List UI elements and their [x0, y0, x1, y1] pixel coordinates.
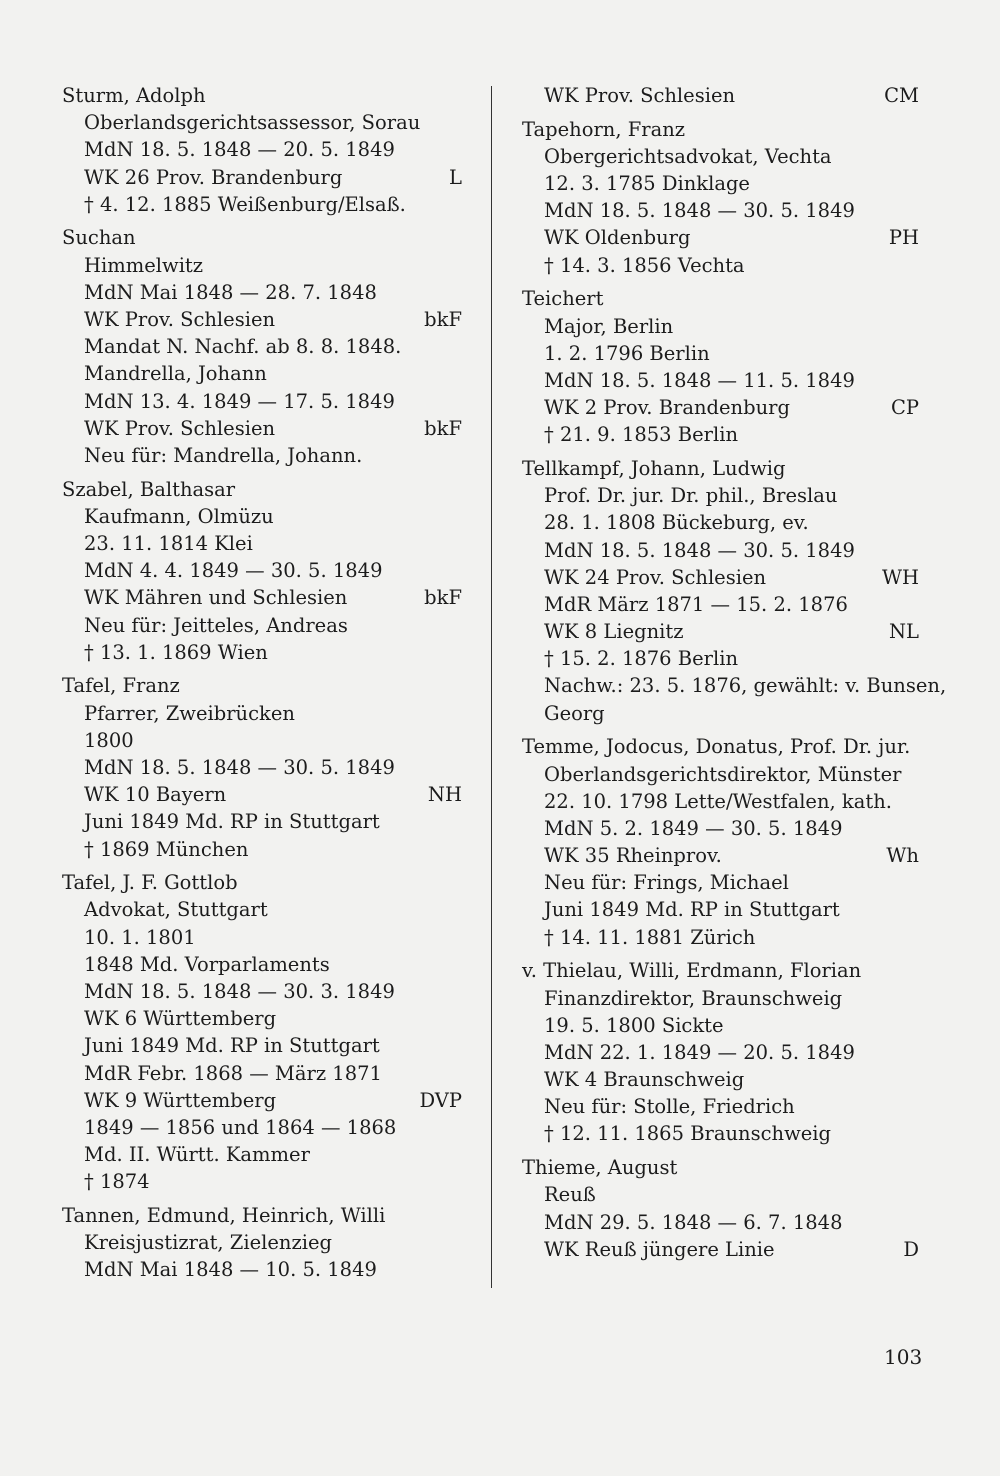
entry-detail-text: 10. 1. 1801: [84, 925, 196, 949]
entry-detail-text: MdN 18. 5. 1848 — 30. 5. 1849: [544, 538, 855, 562]
entry-detail-text: † 4. 12. 1885 Weißenburg/Elsaß.: [84, 192, 406, 216]
entry-detail-line: [522, 313, 919, 340]
entry-detail-line: [62, 1060, 462, 1087]
entry-detail-line: [62, 924, 462, 951]
entry-detail-text: 19. 5. 1800 Sickte: [544, 1013, 724, 1037]
entry-detail-text: Juni 1849 Md. RP in Stuttgart: [84, 1034, 380, 1058]
register-entry: [62, 1202, 462, 1284]
entry-detail-line: [62, 1005, 462, 1032]
entry-detail-line: [62, 279, 462, 306]
entry-detail-text: WK 35 Rheinprov.: [544, 844, 722, 868]
party-abbreviation: bkF: [424, 308, 462, 331]
register-entry: [522, 1154, 919, 1263]
entry-detail-text: Juni 1849 Md. RP in Stuttgart: [84, 810, 380, 834]
entry-name: Szabel, Balthasar: [62, 477, 236, 501]
register-entry: [522, 957, 919, 1147]
entry-detail-line: [522, 1012, 919, 1039]
entry-name: Tellkampf, Johann, Ludwig: [522, 456, 786, 480]
entry-name: Teichert: [522, 287, 604, 311]
register-entry: [62, 476, 462, 666]
entry-detail-text: Neu für: Jeitteles, Andreas: [84, 613, 348, 637]
entry-detail-line: [62, 808, 462, 835]
entry-detail-line: [62, 1168, 462, 1195]
entry-detail-text: MdN 18. 5. 1848 — 30. 5. 1849: [84, 756, 395, 779]
entry-name: Tafel, J. F. Gottlob: [62, 871, 238, 895]
register-entry: [522, 82, 919, 109]
entry-detail-text: WK 6 Württemberg: [84, 1007, 277, 1031]
entry-detail-text: † 21. 9. 1853 Berlin: [544, 423, 739, 447]
entry-detail-text: Pfarrer, Zweibrücken: [84, 701, 295, 725]
entry-detail-line: [522, 869, 919, 896]
entry-detail-text: WK Mähren und Schlesien: [84, 586, 348, 610]
entry-detail-line: [522, 367, 919, 394]
entry-detail-line: [62, 1229, 462, 1256]
entry-detail-line: [62, 442, 462, 469]
entry-detail-line: [522, 700, 919, 727]
entry-detail-line: [522, 252, 919, 279]
entry-detail-line: [522, 645, 919, 672]
entry-detail-text: Oberlandsgerichtsdirektor, Münster: [544, 762, 902, 786]
entry-detail-line: [522, 842, 919, 869]
entry-detail-line: [522, 170, 919, 197]
entry-detail-text: Finanzdirektor, Braunschweig: [544, 986, 843, 1010]
party-abbreviation: Wh: [886, 844, 919, 868]
entry-detail-line: [522, 815, 919, 842]
entry-detail-line: [522, 618, 919, 645]
entry-detail-line: [522, 985, 919, 1012]
entry-detail-text: WK 26 Prov. Brandenburg: [84, 165, 343, 189]
entry-detail-line: [62, 781, 462, 808]
entry-detail-text: WK 4 Braunschweig: [544, 1068, 745, 1092]
entry-detail-line: [522, 82, 919, 109]
entry-detail-text: 22. 10. 1798 Lette/Westfalen, kath.: [544, 789, 892, 813]
entry-detail-line: [522, 224, 919, 251]
register-entry: [522, 116, 919, 279]
entry-detail-line: [522, 896, 919, 923]
entry-name: Suchan: [62, 226, 136, 250]
entry-detail-text: 1849 — 1856 und 1864 — 1868: [84, 1115, 397, 1139]
entry-detail-text: MdN Mai 1848 — 28. 7. 1848: [84, 280, 377, 304]
entry-detail-text: † 13. 1. 1869 Wien: [84, 640, 268, 664]
entry-detail-line: [522, 591, 919, 618]
entry-detail-line: [62, 1087, 462, 1114]
entry-detail-line: [62, 252, 462, 279]
entry-detail-line: [62, 727, 462, 754]
entry-detail-line: [522, 1093, 919, 1120]
entry-detail-line: [62, 1032, 462, 1059]
entry-detail-text: Reuß: [544, 1183, 596, 1207]
entry-detail-line: [62, 951, 462, 978]
entry-detail-text: MdN 22. 1. 1849 — 20. 5. 1849: [544, 1040, 855, 1064]
entry-detail-text: MdN 4. 4. 1849 — 30. 5. 1849: [84, 559, 383, 583]
entry-detail-line: [522, 143, 919, 170]
entry-detail-text: MdN 18. 5. 1848 — 11. 5. 1849: [544, 368, 855, 392]
register-entry: [522, 455, 947, 727]
entry-detail-text: WK 10 Bayern: [84, 783, 227, 807]
party-abbreviation: WH: [881, 565, 919, 589]
page-number: 103: [884, 1345, 923, 1369]
entry-detail-line: [62, 360, 462, 387]
entry-name: Temme, Jodocus, Donatus, Prof. Dr. jur.: [522, 735, 911, 759]
entry-detail-text: 1. 2. 1796 Berlin: [544, 341, 710, 365]
entry-detail-line: [62, 164, 462, 191]
register-entry: [62, 82, 462, 218]
entry-name: Thieme, August: [522, 1156, 678, 1180]
entry-detail-line: [62, 306, 462, 333]
entry-detail-text: MdR Febr. 1868 — März 1871: [84, 1061, 382, 1085]
entry-detail-line: [62, 754, 462, 781]
entry-detail-line: [62, 191, 462, 218]
entry-detail-text: MdN 29. 5. 1848 — 6. 7. 1848: [544, 1210, 843, 1234]
entry-detail-line: [62, 415, 462, 442]
entry-detail-text: WK Prov. Schlesien: [84, 308, 276, 331]
entry-detail-text: MdN Mai 1848 — 10. 5. 1849: [84, 1258, 377, 1282]
entry-name: Tannen, Edmund, Heinrich, Willi: [62, 1204, 386, 1227]
entry-detail-line: [62, 1256, 462, 1283]
column-divider: [491, 86, 492, 1288]
entry-detail-text: MdN 18. 5. 1848 — 30. 3. 1849: [84, 980, 395, 1003]
entry-detail-line: [62, 388, 462, 415]
register-entry: [522, 285, 919, 448]
entry-detail-text: WK 2 Prov. Brandenburg: [544, 396, 790, 420]
register-entry: [62, 869, 462, 1195]
entry-detail-text: MdN 5. 2. 1849 — 30. 5. 1849: [544, 816, 843, 840]
entry-detail-text: WK 8 Liegnitz: [544, 620, 684, 644]
entry-detail-text: Juni 1849 Md. RP in Stuttgart: [544, 898, 840, 922]
entry-detail-line: [522, 509, 919, 536]
entry-detail-line: [62, 612, 462, 639]
entry-detail-text: MdN 18. 5. 1848 — 20. 5. 1849: [84, 138, 395, 162]
entry-detail-text: 1800: [84, 728, 134, 752]
entry-detail-text: Mandrella, Johann: [84, 362, 267, 386]
entry-detail-text: MdN 18. 5. 1848 — 30. 5. 1849: [544, 199, 855, 223]
entry-detail-line: [62, 978, 462, 1005]
entry-detail-text: Kreisjustizrat, Zielenzieg: [84, 1231, 333, 1255]
register-entry: [62, 224, 462, 469]
entry-detail-text: WK Prov. Schlesien: [84, 416, 276, 440]
entry-detail-text: Neu für: Mandrella, Johann.: [84, 443, 363, 467]
right-column: [522, 82, 947, 1269]
entry-detail-text: Nachw.: 23. 5. 1876, gewählt: v. Bunsen,: [544, 674, 947, 698]
party-abbreviation: NH: [427, 783, 462, 807]
entry-detail-line: [522, 788, 919, 815]
entry-detail-text: WK Oldenburg: [544, 226, 691, 250]
entry-detail-text: WK Prov. Schlesien: [544, 84, 736, 107]
entry-detail-line: [522, 1066, 919, 1093]
entry-detail-line: [62, 136, 462, 163]
entry-detail-line: [62, 557, 462, 584]
entry-detail-text: 28. 1. 1808 Bückeburg, ev.: [544, 511, 809, 535]
entry-detail-text: Neu für: Stolle, Friedrich: [544, 1095, 795, 1119]
entry-name: v. Thielau, Willi, Erdmann, Florian: [522, 959, 862, 983]
entry-detail-text: Oberlandsgerichtsassessor, Sorau: [84, 111, 421, 135]
entry-detail-line: [522, 482, 919, 509]
entry-detail-line: [522, 340, 919, 367]
entry-detail-line: [62, 836, 462, 863]
entry-detail-line: [62, 530, 462, 557]
entry-detail-text: † 1869 München: [84, 837, 249, 861]
entry-detail-text: MdR März 1871 — 15. 2. 1876: [544, 592, 848, 616]
register-entry: [522, 733, 919, 951]
entry-detail-line: [62, 700, 462, 727]
party-abbreviation: D: [903, 1237, 919, 1261]
entry-name: Tafel, Franz: [62, 674, 180, 698]
entry-detail-line: [62, 109, 462, 136]
left-column: [62, 82, 462, 1290]
entry-detail-text: Mandat N. Nachf. ab 8. 8. 1848.: [84, 335, 402, 359]
entry-detail-line: [522, 564, 919, 591]
party-abbreviation: CM: [884, 84, 919, 107]
entry-detail-text: Advokat, Stuttgart: [84, 898, 268, 922]
entry-detail-text: † 15. 2. 1876 Berlin: [544, 647, 739, 671]
entry-detail-text: Himmelwitz: [84, 253, 204, 277]
entry-detail-line: [522, 672, 947, 699]
party-abbreviation: L: [449, 165, 462, 189]
entry-detail-text: Obergerichtsadvokat, Vechta: [544, 144, 832, 168]
entry-detail-line: [522, 1039, 919, 1066]
entry-detail-line: [62, 639, 462, 666]
entry-detail-line: [522, 924, 919, 951]
entry-detail-line: [62, 896, 462, 923]
entry-detail-text: MdN 13. 4. 1849 — 17. 5. 1849: [84, 389, 395, 413]
entry-detail-line: [522, 1181, 919, 1208]
entry-detail-line: [62, 503, 462, 530]
entry-name: Sturm, Adolph: [62, 84, 206, 107]
entry-detail-text: Major, Berlin: [544, 314, 674, 338]
entry-detail-line: [62, 333, 462, 360]
entry-detail-text: 1848 Md. Vorparlaments: [84, 952, 330, 976]
entry-detail-line: [522, 421, 919, 448]
entry-detail-line: [522, 394, 919, 421]
register-entry: [62, 672, 462, 862]
party-abbreviation: bkF: [424, 416, 462, 440]
party-abbreviation: DVP: [419, 1088, 462, 1112]
entry-detail-text: † 12. 11. 1865 Braunschweig: [544, 1122, 832, 1146]
entry-detail-text: † 14. 11. 1881 Zürich: [544, 925, 756, 949]
entry-detail-text: Kaufmann, Olmüzu: [84, 504, 274, 528]
entry-detail-line: [62, 584, 462, 611]
entry-detail-text: WK Reuß jüngere Linie: [544, 1237, 775, 1261]
entry-detail-line: [522, 197, 919, 224]
entry-detail-text: 23. 11. 1814 Klei: [84, 532, 253, 555]
entry-name: Tapehorn, Franz: [522, 117, 686, 141]
entry-detail-text: 12. 3. 1785 Dinklage: [544, 172, 750, 196]
entry-detail-line: [522, 1120, 919, 1147]
party-abbreviation: NL: [888, 620, 919, 644]
entry-detail-text: Neu für: Frings, Michael: [544, 871, 789, 895]
entry-detail-line: [62, 1114, 462, 1141]
entry-detail-line: [522, 537, 919, 564]
entry-detail-text: Prof. Dr. jur. Dr. phil., Breslau: [544, 484, 838, 508]
entry-detail-text: Georg: [544, 701, 605, 725]
entry-detail-text: † 14. 3. 1856 Vechta: [544, 253, 745, 277]
party-abbreviation: CP: [890, 396, 919, 420]
party-abbreviation: bkF: [424, 586, 462, 610]
entry-detail-line: [62, 1141, 462, 1168]
entry-detail-line: [522, 761, 919, 788]
entry-detail-text: Md. II. Württ. Kammer: [84, 1143, 310, 1167]
entry-detail-text: WK 24 Prov. Schlesien: [544, 565, 767, 589]
party-abbreviation: PH: [888, 226, 919, 250]
entry-detail-text: WK 9 Württemberg: [84, 1088, 277, 1112]
entry-detail-line: [522, 1236, 919, 1263]
entry-detail-line: [522, 1209, 919, 1236]
entry-detail-text: † 1874: [84, 1170, 150, 1194]
